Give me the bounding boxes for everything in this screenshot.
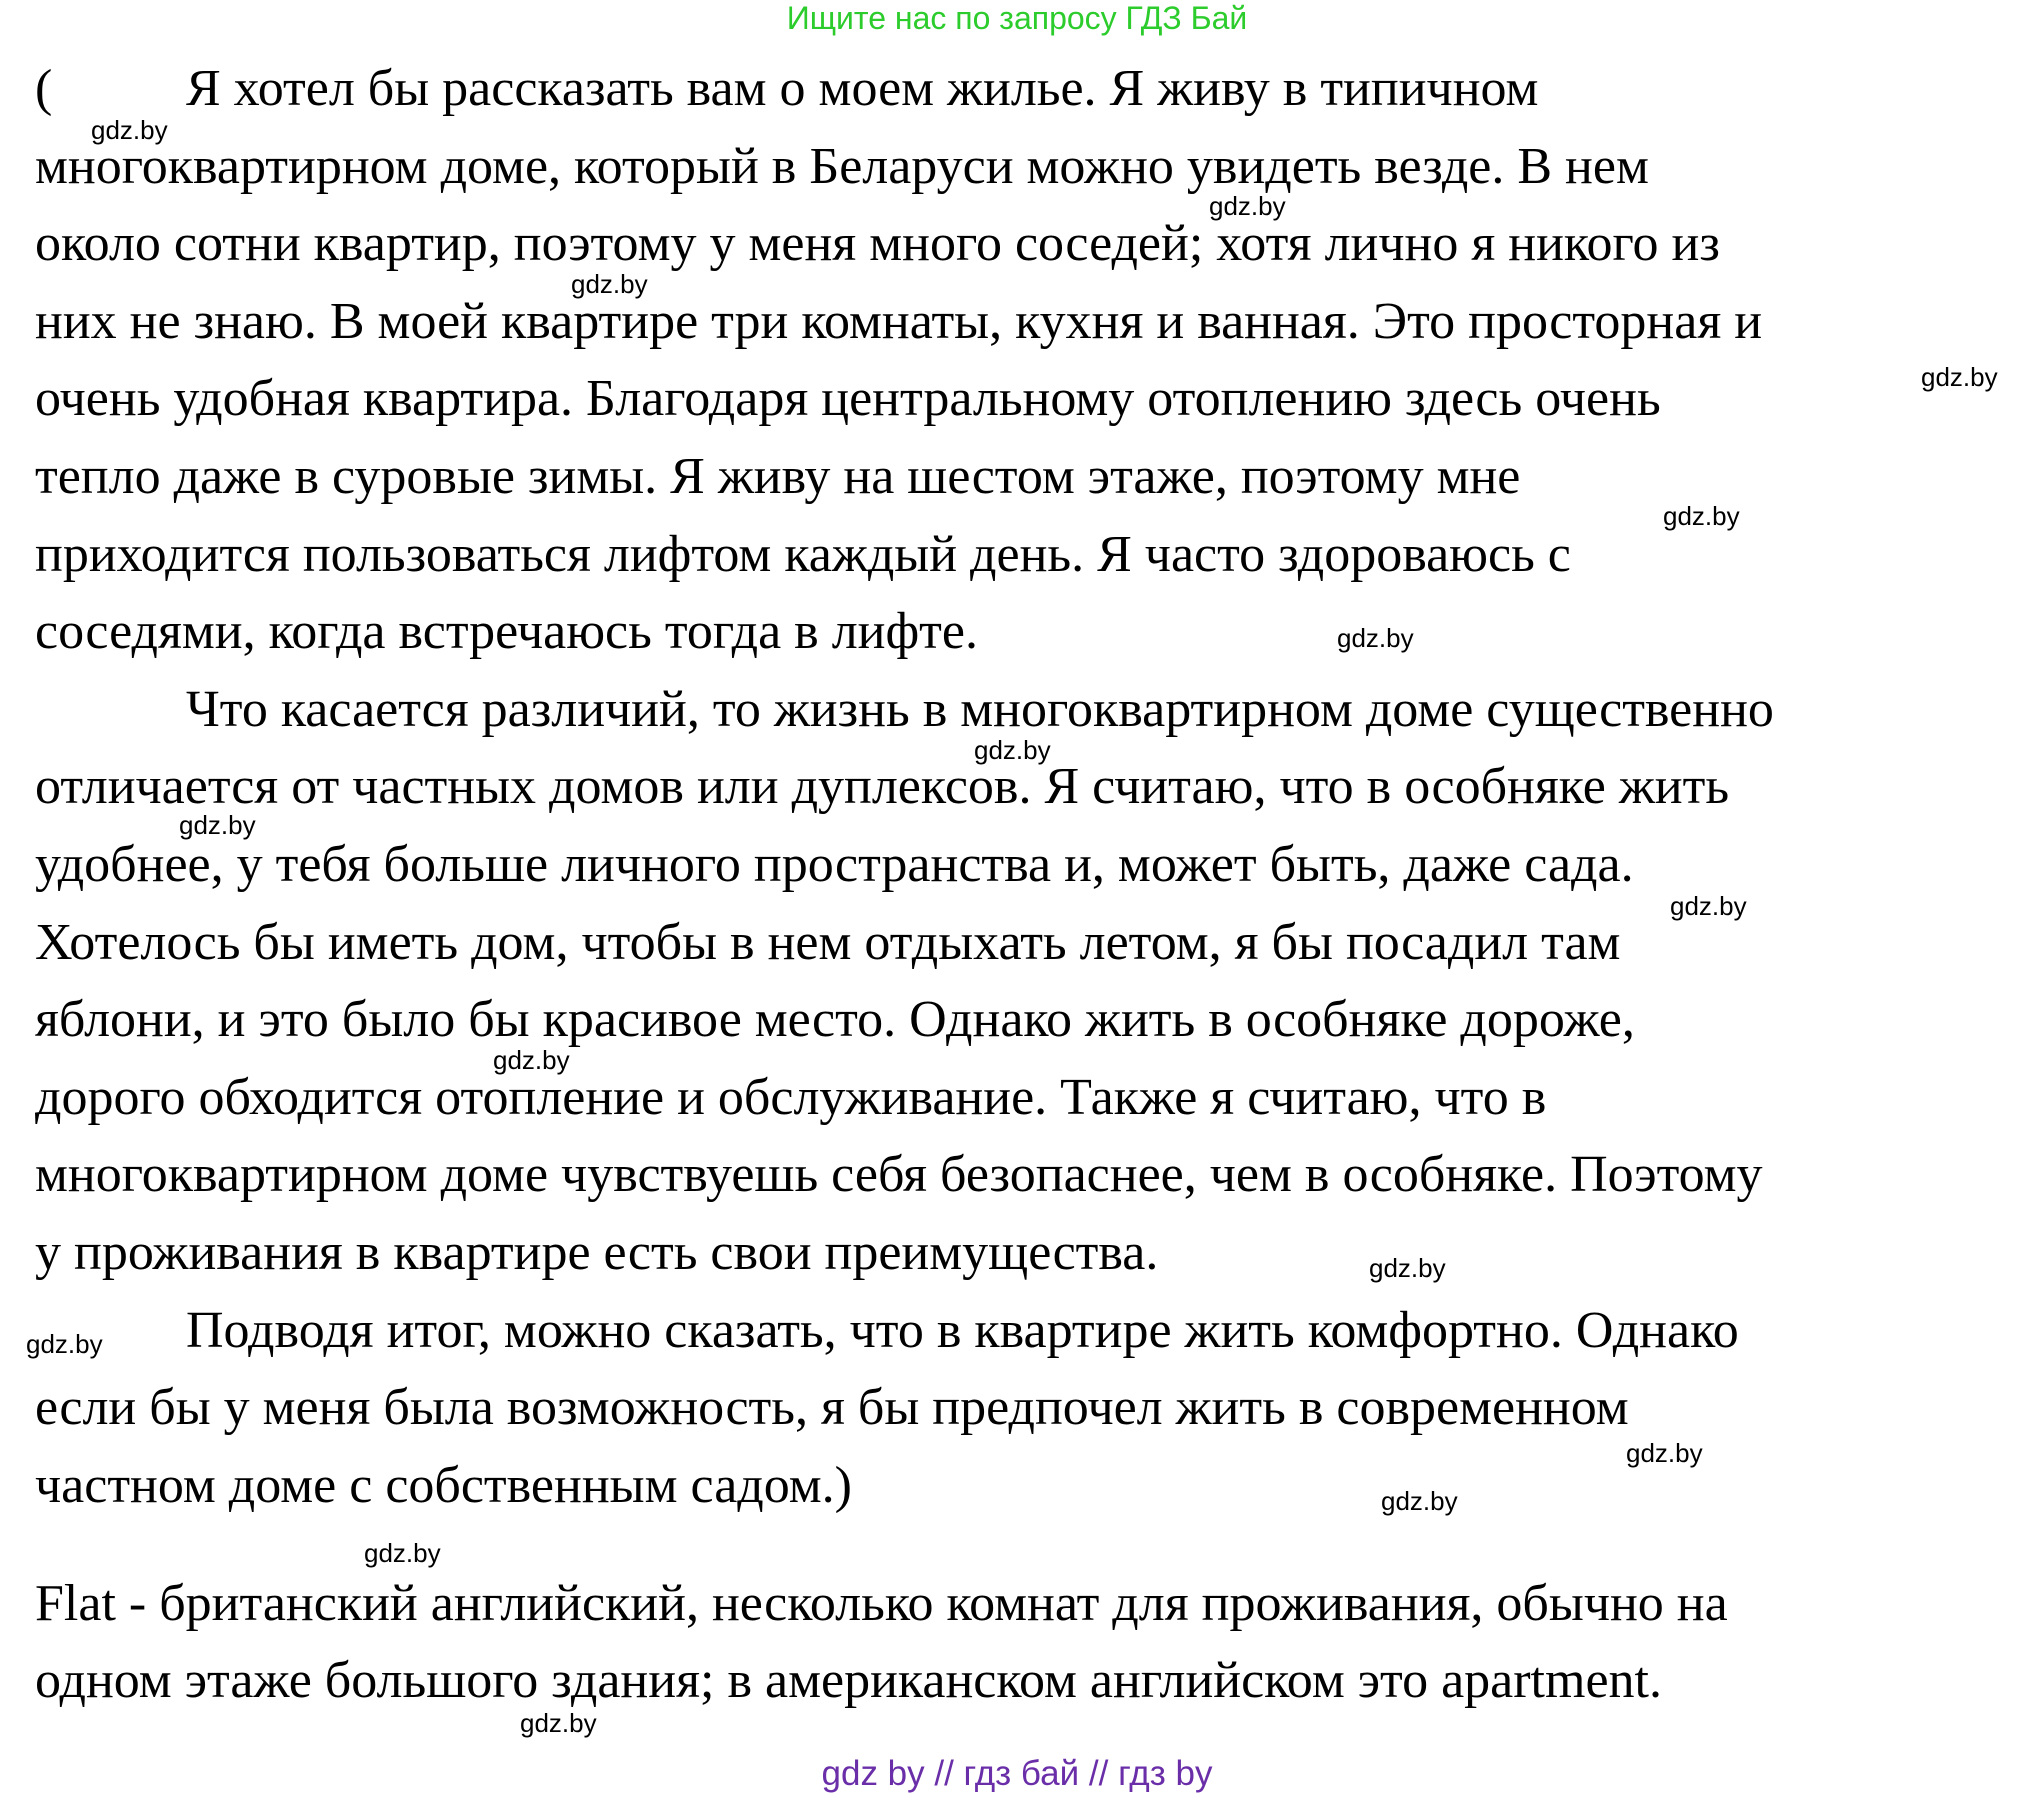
text-line: отличается от частных домов или дуплексов. Я считаю, что в особняке жить xyxy=(35,758,1730,816)
watermark: gdz.by xyxy=(1209,191,1286,221)
text-line: Подводя итог, можно сказать, что в квартире жить комфортно. Однако xyxy=(186,1301,1739,1359)
watermark: gdz.by xyxy=(520,1708,597,1738)
watermark: gdz.by xyxy=(1381,1486,1458,1516)
text-line: соседями, когда встречаюсь тогда в лифте. xyxy=(35,603,978,661)
text-line: очень удобная квартира. Благодаря центральному отоплению здесь очень xyxy=(35,370,1661,428)
watermark: gdz.by xyxy=(1663,501,1740,531)
text-line: них не знаю. В моей квартире три комнаты, кухня и ванная. Это просторная и xyxy=(35,292,1763,350)
text-line: Я хотел бы рассказать вам о моем жилье. Я живу в типичном xyxy=(186,60,1539,117)
watermark: gdz.by xyxy=(26,1329,103,1359)
watermark: gdz.by xyxy=(91,115,168,145)
text-line: около сотни квартир, поэтому у меня много соседей; хотя лично я никого из xyxy=(35,215,1720,273)
text-line: Flat - британский английский, несколько комнат для проживания, обычно на xyxy=(35,1575,1728,1632)
opening-parenthesis: ( xyxy=(35,60,53,117)
text-line: многоквартирном доме, который в Беларуси можно увидеть везде. В нем xyxy=(35,137,1649,195)
text-line: если бы у меня была возможность, я бы предпочел жить в современном xyxy=(35,1379,1629,1437)
text-line: одном этаже большого здания; в американском английском это apartment. xyxy=(35,1652,1662,1709)
watermark: gdz.by xyxy=(1369,1253,1446,1283)
text-line: многоквартирном доме чувствуешь себя безопаснее, чем в особняке. Поэтому xyxy=(35,1146,1763,1204)
text-line: приходится пользоваться лифтом каждый день. Я часто здороваюсь с xyxy=(35,525,1571,583)
watermark: gdz.by xyxy=(364,1538,441,1568)
text-line: Хотелось бы иметь дом, чтобы в нем отдыхать летом, я бы посадил там xyxy=(35,913,1621,971)
text-line: Что касается различий, то жизнь в многоквартирном доме существенно xyxy=(186,680,1774,738)
search-hint-banner: Ищите нас по запросу ГДЗ Бай xyxy=(786,0,1248,36)
text-line: яблони, и это было бы красивое место. Однако жить в особняке дороже, xyxy=(35,991,1635,1049)
watermark: gdz.by xyxy=(571,269,648,299)
watermark: gdz.by xyxy=(493,1045,570,1075)
text-line: дорого обходится отопление и обслуживание. Также я считаю, что в xyxy=(35,1068,1547,1126)
text-line: тепло даже в суровые зимы. Я живу на шестом этаже, поэтому мне xyxy=(35,448,1521,505)
watermark: gdz.by xyxy=(1670,891,1747,921)
text-line: удобнее, у тебя больше личного пространства и, может быть, даже сада. xyxy=(35,836,1634,893)
watermark: gdz.by xyxy=(1921,362,1998,392)
watermark: gdz.by xyxy=(1337,623,1414,653)
watermark: gdz.by xyxy=(179,810,256,840)
watermark: gdz.by xyxy=(1626,1438,1703,1468)
watermark: gdz.by xyxy=(974,735,1051,765)
text-line: частном доме с собственным садом.) xyxy=(35,1456,852,1514)
text-line: у проживания в квартире есть свои преимущества. xyxy=(35,1224,1159,1281)
footer-links: gdz by // гдз бай // гдз by xyxy=(821,1754,1213,1793)
